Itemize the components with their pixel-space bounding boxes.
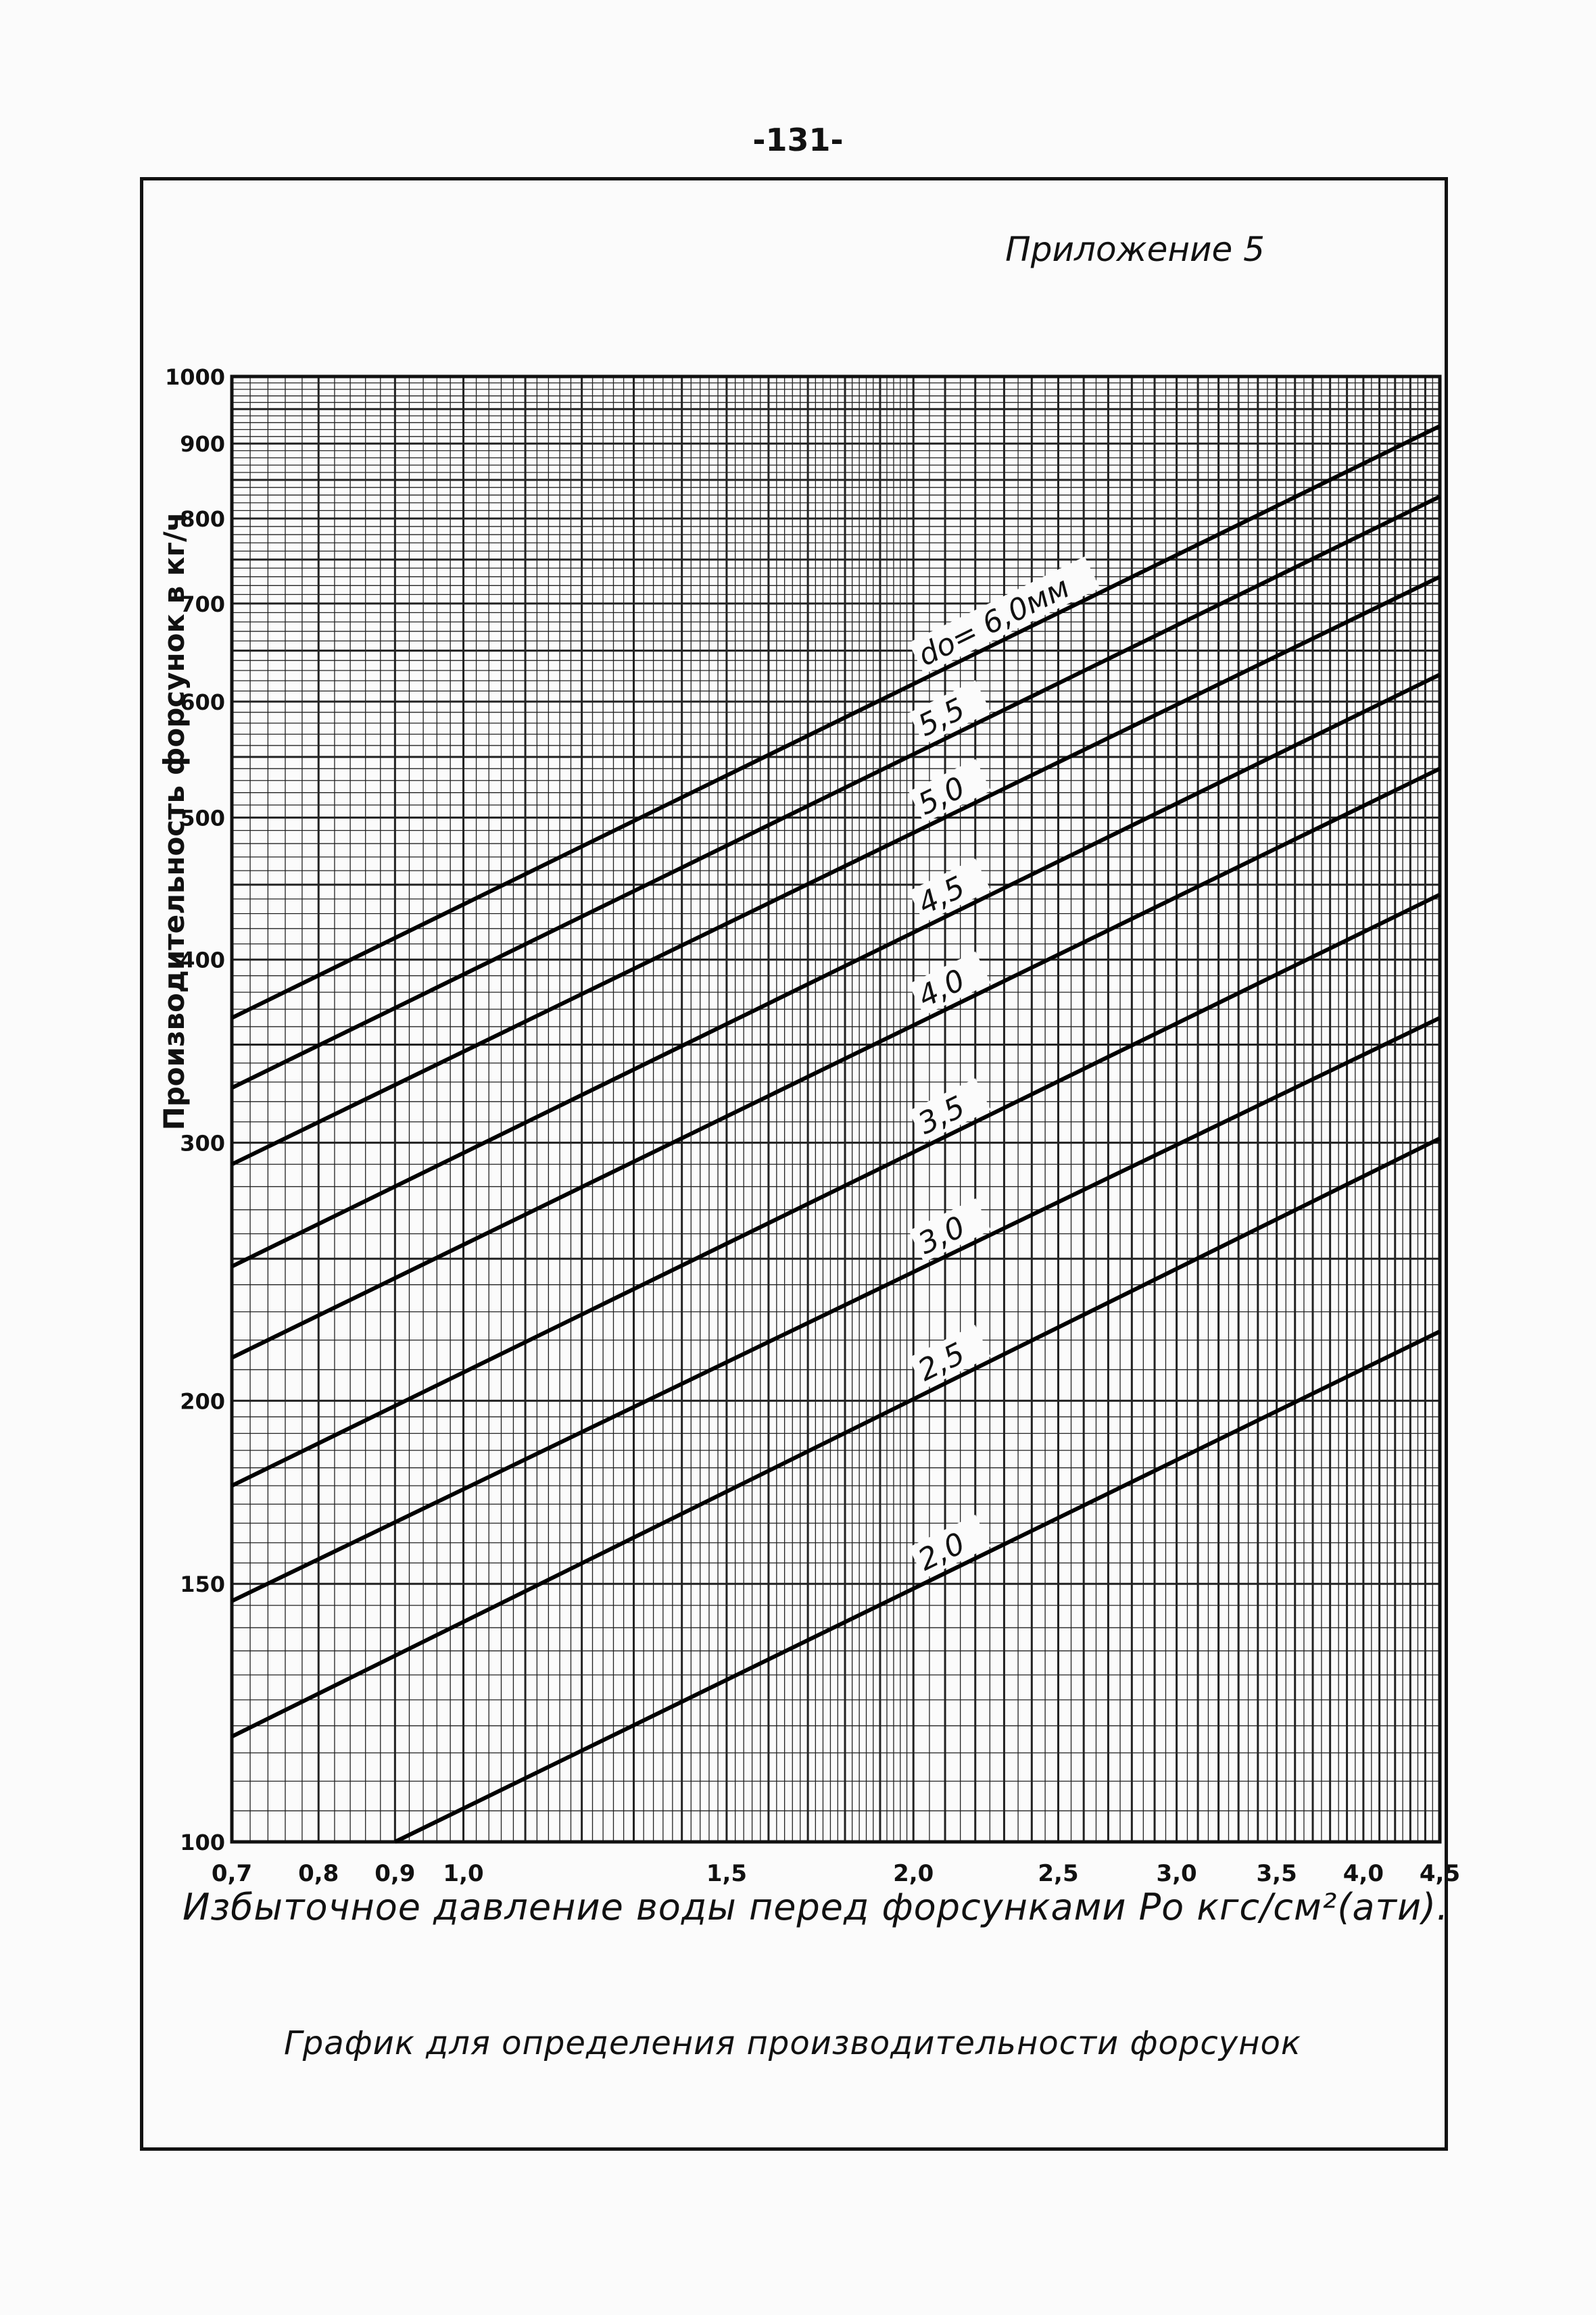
y-tick-label-4: 400 xyxy=(180,947,225,973)
chart-ticks xyxy=(165,364,1460,1887)
series-label-0: do= 6,0мм xyxy=(913,570,1075,673)
y-tick-label-10: 1000 xyxy=(164,364,225,390)
y-tick-label-0: 100 xyxy=(180,1830,225,1855)
x-tick-label-3: 1,0 xyxy=(443,1860,484,1887)
x-tick-label-8: 3,5 xyxy=(1256,1860,1297,1887)
chart-grid xyxy=(232,376,1440,1842)
series-label-7: 2,5 xyxy=(913,1336,971,1388)
x-tick-label-4: 1,5 xyxy=(706,1860,748,1887)
y-tick-label-7: 700 xyxy=(180,591,225,617)
y-tick-label-2: 200 xyxy=(180,1388,225,1415)
series-label-1: 5,5 xyxy=(913,691,971,744)
series-line-8 xyxy=(395,1332,1440,1842)
y-axis-label: Производительность форсунок в кг/ч xyxy=(158,512,191,1131)
x-tick-label-7: 3,0 xyxy=(1156,1860,1197,1887)
y-tick-label-6: 600 xyxy=(180,689,225,715)
chart-caption: График для определения производительности форсунок xyxy=(284,2024,1301,2062)
y-tick-label-1: 150 xyxy=(180,1571,225,1598)
x-tick-label-9: 4,0 xyxy=(1343,1860,1384,1887)
y-tick-label-9: 900 xyxy=(180,431,225,458)
series-label-4: 4,0 xyxy=(913,962,971,1015)
x-tick-label-10: 4,5 xyxy=(1419,1860,1461,1887)
series-label-6: 3,0 xyxy=(913,1209,971,1261)
page-number: -131- xyxy=(752,122,844,158)
y-tick-label-3: 300 xyxy=(180,1130,225,1156)
x-tick-label-1: 0,8 xyxy=(298,1860,339,1887)
y-tick-label-5: 500 xyxy=(180,805,225,831)
y-tick-label-8: 800 xyxy=(180,506,225,533)
x-tick-label-5: 2,0 xyxy=(893,1860,934,1887)
x-tick-label-0: 0,7 xyxy=(211,1860,253,1887)
series-label-5: 3,5 xyxy=(913,1090,971,1142)
x-axis-label: Избыточное давление воды перед форсунками Ро кгс/см²(ати). xyxy=(183,1886,1449,1928)
series-label-2: 5,0 xyxy=(913,770,971,823)
x-tick-label-2: 0,9 xyxy=(374,1860,416,1887)
series-label-3: 4,5 xyxy=(913,869,971,922)
series-label-8: 2,0 xyxy=(913,1526,971,1578)
appendix-label: Приложение 5 xyxy=(1005,230,1265,269)
x-tick-label-6: 2,5 xyxy=(1038,1860,1079,1887)
